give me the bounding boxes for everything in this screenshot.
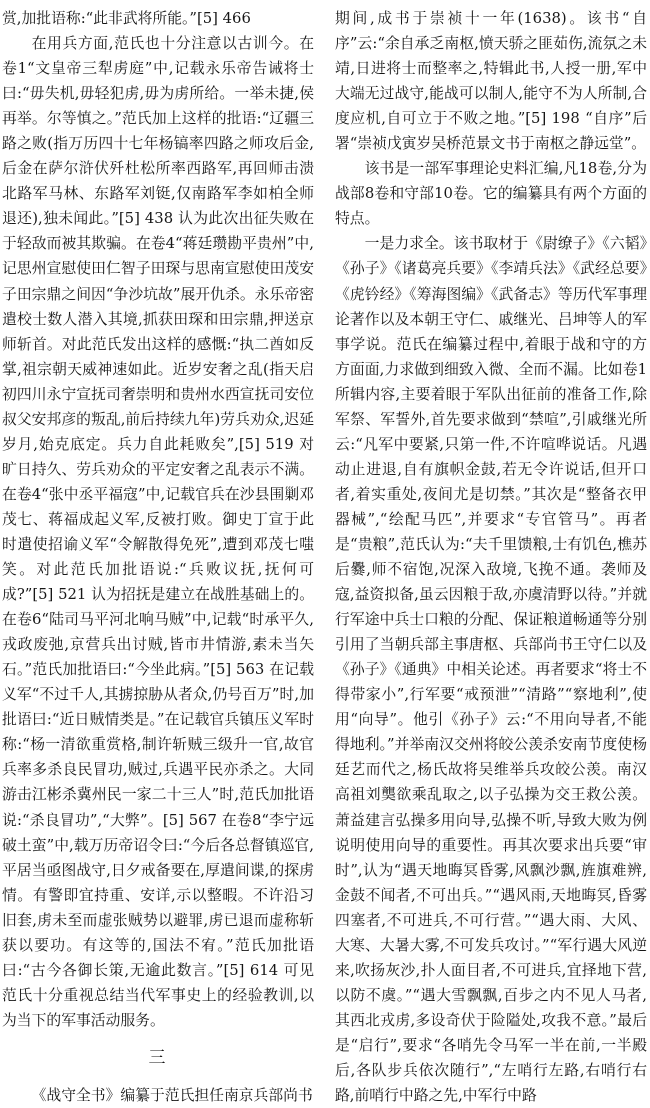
paragraph: 赏,加批语称:“此非武将所能。”[5] 466 [2, 10, 251, 27]
paragraph: 期间,成书于崇祯十一年(1638)。该书“自序”云:“余自承乏南枢,愤天骄之匪茹伤,流氛之未靖,日进将士而整率之,特辑此书,人授一册,军中大端无过战守,能战可以制人,能守不为人所制,合度应机,自可立于不败之地。”[5] 198 “自序”后署“崇祯戊寅岁吴桥范景文书于南枢之静远堂”。 [335, 10, 647, 153]
right-column [335, 6, 647, 1108]
section-heading: 三 [148, 1047, 168, 1068]
paragraph: 该书是一部军事理论史料汇编,凡18卷,分为战部8卷和守部10卷。它的编纂具有两个方面的特点。 [335, 160, 647, 228]
paragraph: 一是力求全。该书取材于《尉缭子》《六韬》《孙子》《诸葛亮兵要》《李靖兵法》《武经总要》《虎钤经》《筹海图编》《武备志》等历代军事理论著作以及本朝王守仁、戚继光、吕坤等人的军事学说。范氏在编纂过程中,着眼于战和守的方方面面,力求做到细致入微、全而不漏。比如卷1所辑内容,主要着眼于军队出征前的准备工作,除军祭、军誓外,首先要求做到“禁喧”,引戚继光所云:“凡军中要紧,只第一件,不许喧哗说话。凡遇动止进退,自有旗帜金鼓,若无令许说话,但开口者,着实重处,夜间尤是切禁。”其次是“整备衣甲器械”,“绘配马匹”,并要求“专官管马”。再者是“贵粮”,范氏认为:“夫千里馈粮,士有饥色,樵苏后爨,师不宿饱,况深入敌境,飞挽不通。袭师及寇,益资拟备,虽云因粮于敌,亦虞清野以待。”并就行军途中兵士口粮的分配、保证粮道畅通等分别引用了当朝兵部主事唐枢、兵部尚书王守仁以及《孙子》《通典》中相关论述。再者要求“将士不得带家小”,行军要“戒预泄”“清路”“察地利”,使用“向导”。他引《孙子》云:“不用向导者,不能得地利。”并举南汉交州将皎公羡杀安南节度使杨廷艺而代之,杨氏故将吴维举兵攻皎公羡。南汉高祖刘龑欲乘乱取之,以子弘操为交王救公羡。萧益建言弘操多用向导,弘操不听,导致大败为例说明使用向导的重要性。再其次要求出兵要“审时”,认为“遇天地晦冥昏雾,风飘沙飘,旌旗难辨,金鼓不闻者,不可出兵。”“遇风雨,天地晦冥,昏雾四塞者,不可进兵,不可行营。”“遇大雨、大风、大寒、大暑大雾,不可发兵攻讨。”“军行遇大风逆来,吹扬灰沙,扑人面目者,不可进兵,宜择地下营,以防不虞。”“遇大雪飘飘,百步之内不见人马者,其西北戎虏,多设奇伏于险隘处,攻我不意。”最后是“启行”,要求“各哨先令马军一半在前,一半殿后,各队步兵依次随行”,“左哨行左路,右哨行右路,前哨行中路之先,中军行中路 [335, 235, 647, 1105]
left-column [2, 6, 314, 1108]
paragraph: 《战守全书》编纂于范氏担任南京兵部尚书 [31, 1086, 313, 1104]
paragraph: 在用兵方面,范氏也十分注意以古训今。在卷1“文皇帝三犁虏庭”中,记载永乐帝告诫将士曰:“毋失机,毋轻犯虏,毋为虏所给。一举未捷,侯再举。尔等慎之。”范氏加上这样的批语:“辽疆三路之败(指万历四十七年杨镐率四路之师攻后金,后金在萨尔浒伏歼杜松所率西路军,再回师击溃北路军马林、东路军刘铤,仅南路军李如柏全师退还),独未闻此。”[5] 438 认为此次出征失败在于轻敌而被其欺骗。在卷4“蒋廷瓒勘平贵州”中,记思州宣慰使田仁智子田琛与思南宣慰使田茂安子田宗鼎之间因“争沙坑故”展开仇杀。永乐帝密遣校士数人潜入其境,抓获田琛和田宗鼎,押送京师斩首。对此范氏发出这样的感慨:“执二酋如反掌,祖宗朝天威神速如此。近岁安奢之乱(指天启初四川永宁宣抚司奢崇明和贵州水西宣抚司安位叔父安邦彦的叛乱,前后持续九年)劳兵劝众,迟延岁月,始克底定。兵力自此耗败矣”,[5] 519 对旷日持久、劳兵劝众的平定安奢之乱表示不满。在卷4“张中丞平福寇”中,记载官兵在沙县围剿邓茂七、蒋福成起义军,反被打败。御史丁宣于此时遣使招谕义军“令解散得免死”,遭到邓茂七嗤笑。对此范氏加批语说:“兵败议抚,抚何可成?”[5] 521 认为招抚是建立在战胜基础上的。在卷6“陆司马平河北响马贼”中,记载“时承平久,戎政废弛,京营兵出讨贼,皆市井情游,素未当矢石。”范氏加批语曰:“今坐此病。”[5] 563 在记载义军“不过千人,其掳掠胁从者众,仍号百万”时,加批语曰:“近日贼情类是。”在记载官兵镇压义军时称:“杨一清欲重赏格,制许斩贼三级升一官,故官兵率多杀良民冒功,贼过,兵遇平民亦杀之。大同游击江彬杀冀州民一家二十三人”时,范氏加批语说:“杀良冒功”,“大弊”。[5] 567 在卷8“李宁远破土蛮”中,载万历帝诏令曰:“今后各总督镇巡官,平居当亟图战守,日夕戒备要在,厚遣间谍,的探虏情。有警即宜持重、安详,示以整暇。不许沿习旧套,虏未至而虚张贼势以避罪,虏已退而虚称斩获以要功。有这等的,国法不宥。”范氏加批语曰:“古今各御长策,无逾此数言。”[5] 614 可见范氏十分重视总结当代军事史上的经验教训,以为当下的军事活动服务。 [2, 35, 314, 1029]
